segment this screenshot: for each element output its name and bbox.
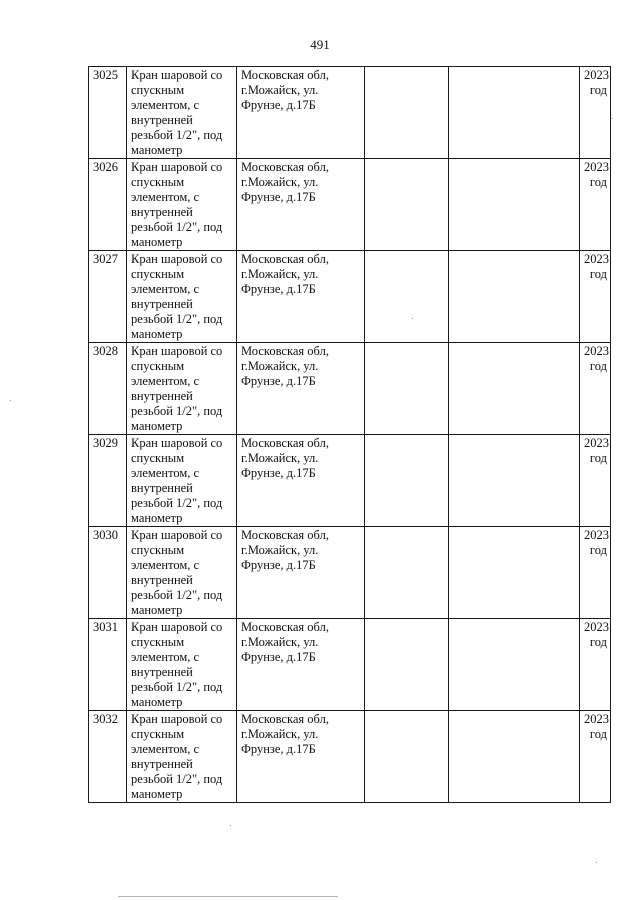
row-number: 3027 bbox=[89, 251, 127, 343]
item-name: Кран шаровой со спускным элементом, с внутренней резьбой 1/2", под манометр bbox=[127, 159, 237, 251]
empty-cell bbox=[365, 435, 449, 527]
empty-cell bbox=[449, 619, 580, 711]
scan-artifact bbox=[412, 318, 413, 319]
item-address: Московская обл, г.Можайск, ул. Фрунзе, д.17Б bbox=[237, 619, 365, 711]
item-name: Кран шаровой со спускным элементом, с внутренней резьбой 1/2", под манометр bbox=[127, 251, 237, 343]
table-row bbox=[89, 251, 611, 343]
empty-cell bbox=[365, 251, 449, 343]
scan-artifact bbox=[118, 896, 338, 897]
scan-artifact bbox=[230, 825, 231, 826]
item-name: Кран шаровой со спускным элементом, с внутренней резьбой 1/2", под манометр bbox=[127, 527, 237, 619]
item-year: 2023 год bbox=[580, 343, 611, 435]
row-number: 3032 bbox=[89, 711, 127, 803]
empty-cell bbox=[449, 527, 580, 619]
item-name: Кран шаровой со спускным элементом, с внутренней резьбой 1/2", под манометр bbox=[127, 67, 237, 159]
item-address: Московская обл, г.Можайск, ул. Фрунзе, д.17Б bbox=[237, 711, 365, 803]
empty-cell bbox=[365, 159, 449, 251]
scan-artifact bbox=[10, 400, 11, 401]
item-year: 2023 год bbox=[580, 619, 611, 711]
item-name: Кран шаровой со спускным элементом, с внутренней резьбой 1/2", под манометр bbox=[127, 619, 237, 711]
empty-cell bbox=[365, 343, 449, 435]
row-number: 3025 bbox=[89, 67, 127, 159]
empty-cell bbox=[449, 435, 580, 527]
register-table bbox=[88, 66, 611, 803]
table-row bbox=[89, 343, 611, 435]
table-row bbox=[89, 435, 611, 527]
item-year: 2023 год bbox=[580, 527, 611, 619]
empty-cell bbox=[365, 527, 449, 619]
row-number: 3028 bbox=[89, 343, 127, 435]
item-year: 2023 год bbox=[580, 435, 611, 527]
table-row bbox=[89, 527, 611, 619]
item-address: Московская обл, г.Можайск, ул. Фрунзе, д.17Б bbox=[237, 159, 365, 251]
item-address: Московская обл, г.Можайск, ул. Фрунзе, д.17Б bbox=[237, 251, 365, 343]
item-year: 2023 год bbox=[580, 67, 611, 159]
item-name: Кран шаровой со спускным элементом, с внутренней резьбой 1/2", под манометр bbox=[127, 435, 237, 527]
scan-artifact bbox=[596, 862, 597, 863]
item-address: Московская обл, г.Можайск, ул. Фрунзе, д.17Б bbox=[237, 67, 365, 159]
row-number: 3031 bbox=[89, 619, 127, 711]
empty-cell bbox=[365, 711, 449, 803]
scan-artifact bbox=[612, 118, 613, 119]
item-address: Московская обл, г.Можайск, ул. Фрунзе, д.17Б bbox=[237, 527, 365, 619]
page-number: 491 bbox=[310, 37, 330, 52]
item-address: Московская обл, г.Можайск, ул. Фрунзе, д.17Б bbox=[237, 343, 365, 435]
item-name: Кран шаровой со спускным элементом, с внутренней резьбой 1/2", под манометр bbox=[127, 711, 237, 803]
row-number: 3026 bbox=[89, 159, 127, 251]
item-year: 2023 год bbox=[580, 711, 611, 803]
empty-cell bbox=[365, 67, 449, 159]
table-row bbox=[89, 711, 611, 803]
item-name: Кран шаровой со спускным элементом, с внутренней резьбой 1/2", под манометр bbox=[127, 343, 237, 435]
empty-cell bbox=[449, 711, 580, 803]
empty-cell bbox=[449, 67, 580, 159]
item-address: Московская обл, г.Можайск, ул. Фрунзе, д.17Б bbox=[237, 435, 365, 527]
item-year: 2023 год bbox=[580, 251, 611, 343]
empty-cell bbox=[449, 251, 580, 343]
item-year: 2023 год bbox=[580, 159, 611, 251]
row-number: 3029 bbox=[89, 435, 127, 527]
empty-cell bbox=[449, 343, 580, 435]
table-row bbox=[89, 159, 611, 251]
row-number: 3030 bbox=[89, 527, 127, 619]
empty-cell bbox=[365, 619, 449, 711]
table-row bbox=[89, 67, 611, 159]
table-row bbox=[89, 619, 611, 711]
empty-cell bbox=[449, 159, 580, 251]
